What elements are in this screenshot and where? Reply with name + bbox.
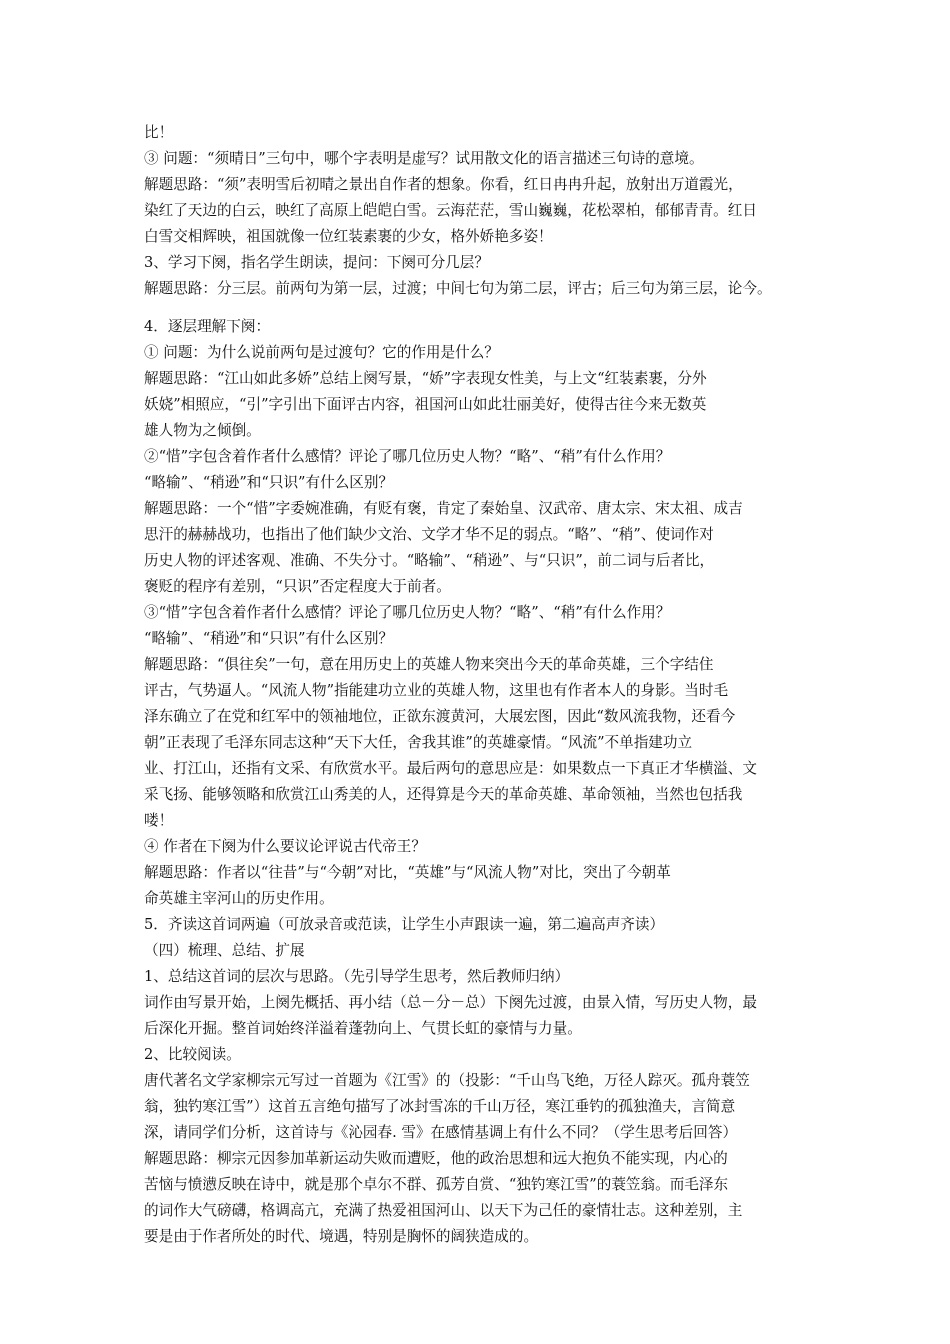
text-line: 命英雄主宰河山的历史作用。 <box>144 890 334 907</box>
text-line: 褒贬的程序有差别，“只识”否定程度大于前者。 <box>144 578 451 595</box>
text-line: 1、总结这首词的层次与思路。（先引导学生思考，然后教师归纳） <box>144 968 570 985</box>
text-line: 解题思路：分三层。前两句为第一层，过渡；中间七句为第二层，评古；后三句为第三层，论今。 <box>144 280 772 297</box>
text-line: 解题思路：“江山如此多娇”总结上阕写景，“娇”字表现女性美，与上文“红装素裹，分外 <box>144 370 707 387</box>
text-line: “略输”、“稍逊”和“只识”有什么区别？ <box>144 474 394 491</box>
text-line: 4．逐层理解下阕： <box>144 318 271 335</box>
text-line: 5．齐读这首词两遍（可放录音或范读，让学生小声跟读一遍，第二遍高声齐读） <box>144 916 665 933</box>
text-line: 历史人物的评述客观、准确、不失分寸。“略输”、“稍逊”、与“只识”，前二词与后者比， <box>144 552 715 569</box>
text-line: 比！ <box>144 124 174 141</box>
text-line: 的词作大气磅礴，格调高亢，充满了热爱祖国河山、以天下为己任的豪情壮志。这种差别，主 <box>144 1202 743 1219</box>
text-line: 染红了天边的白云，映红了高原上皑皑白雪。云海茫茫，雪山巍巍，花松翠柏，郁郁青青。红日 <box>144 202 757 219</box>
text-line: 思汗的赫赫战功，也指出了他们缺少文治、文学才华不足的弱点。“略”、“稍”、使词作对 <box>144 526 714 543</box>
text-line: ① 问题：为什么说前两句是过渡句？它的作用是什么？ <box>144 344 499 361</box>
text-line: 翁，独钓寒江雪”）这首五言绝句描写了冰封雪冻的千山万径，寒江垂钓的孤独渔夫，言简意 <box>144 1098 736 1115</box>
text-line: ④ 作者在下阕为什么要议论评说古代帝王？ <box>144 838 426 855</box>
document-page <box>144 120 824 1250</box>
text-line: 解题思路：柳宗元因参加革新运动失败而遭贬，他的政治思想和远大抱负不能实现，内心的 <box>144 1150 728 1167</box>
text-line: ③ 问题：“须晴日”三句中，哪个字表明是虚写？试用散文化的语言描述三句诗的意境。 <box>144 150 704 167</box>
text-line: 要是由于作者所处的时代、境遇，特别是胸怀的阔狭造成的。 <box>144 1228 539 1245</box>
text-line: 业、打江山，还指有文采、有欣赏水平。最后两句的意思应是：如果数点一下真正才华横溢、文 <box>144 760 757 777</box>
text-line: 解题思路：“俱往矣”一句，意在用历史上的英雄人物来突出今天的革命英雄，三个字结住 <box>144 656 714 673</box>
text-line: 白雪交相辉映，祖国就像一位红装素裹的少女，格外娇艳多姿！ <box>144 228 553 245</box>
text-line: 喽！ <box>144 812 174 829</box>
text-line: 泽东确立了在党和红军中的领袖地位，正欲东渡黄河，大展宏图，因此“数风流我物，还看今 <box>144 708 736 725</box>
text-line: 雄人物为之倾倒。 <box>144 422 261 439</box>
text-line: 苦恼与愤懑反映在诗中，就是那个卓尔不群、孤芳自赏、“独钓寒江雪”的蓑笠翁。而毛泽东 <box>144 1176 729 1193</box>
text-line: （四）梳理、总结、扩展 <box>144 942 305 959</box>
text-line: 深，请同学们分析，这首诗与《沁园春. 雪》在感情基调上有什么不同？（学生思考后回答） <box>144 1124 738 1141</box>
text-line: 2、比较阅读。 <box>144 1046 241 1063</box>
text-line: 3、学习下阕，指名学生朗读，提问：下阕可分几层？ <box>144 254 489 271</box>
blank-line <box>144 302 824 314</box>
text-line: 采飞扬、能够领略和欣赏江山秀美的人，还得算是今天的革命英雄、革命领袖，当然也包括我 <box>144 786 743 803</box>
text-line: 朝”正表现了毛泽东同志这种“天下大任，舍我其谁”的英雄豪情。“风流”不单指建功立 <box>144 734 693 751</box>
text-line: ②“惜”字包含着作者什么感情？评论了哪几位历史人物？“略”、“稍”有什么作用？ <box>144 448 671 465</box>
text-line: 解题思路：“须”表明雪后初晴之景出自作者的想象。你看，红日冉冉升起，放射出万道霞光， <box>144 176 743 193</box>
text-line: 解题思路：作者以“往昔”与“今朝”对比，“英雄”与“风流人物”对比，突出了今朝革 <box>144 864 671 881</box>
text-line: 妖娆”相照应，“引”字引出下面评古内容，祖国河山如此壮丽美好，使得古往今来无数英 <box>144 396 707 413</box>
text-line: 唐代著名文学家柳宗元写过一首题为《江雪》的（投影：“千山鸟飞绝，万径人踪灭。孤舟蓑笠 <box>144 1072 750 1089</box>
text-line: 解题思路：一个“惜”字委婉准确，有贬有褒，肯定了秦始皇、汉武帝、唐太宗、宋太祖、成吉 <box>144 500 743 517</box>
text-line: 后深化开掘。整首词始终洋溢着蓬勃向上、气贯长虹的豪情与力量。 <box>144 1020 582 1037</box>
text-line: 词作由写景开始，上阕先概括、再小结（总－分－总）下阕先过渡，由景入情，写历史人物，最 <box>144 994 757 1011</box>
text-line: “略输”、“稍逊”和“只识”有什么区别？ <box>144 630 394 647</box>
text-line: 评古，气势逼人。“风流人物”指能建功立业的英雄人物，这里也有作者本人的身影。当时毛 <box>144 682 729 699</box>
text-line: ③“惜”字包含着作者什么感情？评论了哪几位历史人物？“略”、“稍”有什么作用？ <box>144 604 671 621</box>
